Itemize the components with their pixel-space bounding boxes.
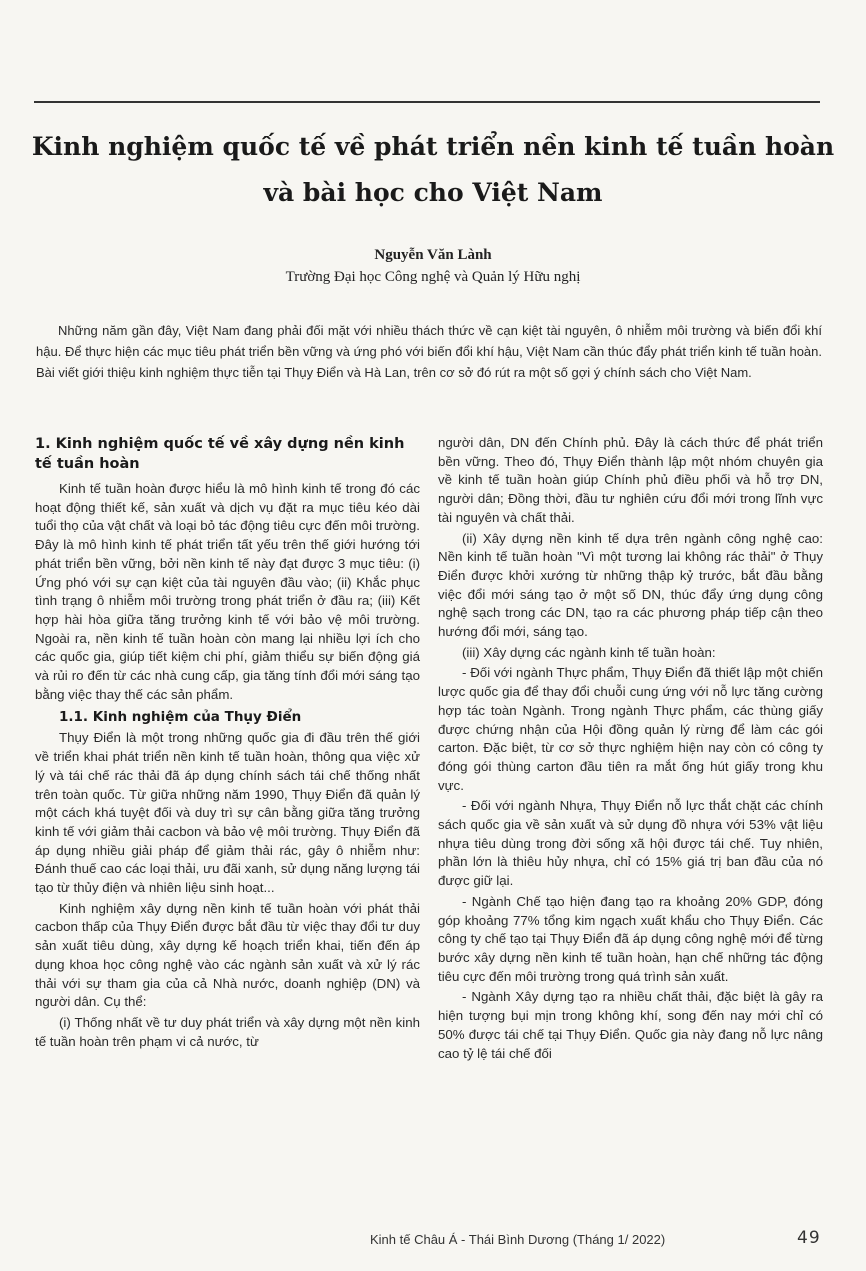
left-column <box>35 434 420 1053</box>
paragraph: - Ngành Xây dựng tạo ra nhiều chất thải, đặc biệt là gây ra hiện tượng bụi mịn trong không khí, song đến nay mới chỉ có 50% được tái chế tại Thụy Điển. Quốc gia này đang nỗ lực nâng cao tỷ lệ tái chế đối <box>438 989 823 1061</box>
author-name: Nguyễn Văn Lành <box>374 247 492 263</box>
section-heading: 1. Kinh nghiệm quốc tế về xây dựng nền kinh tế tuần hoàn <box>35 436 405 472</box>
paragraph: người dân, DN đến Chính phủ. Đây là cách thức để phát triển bền vững. Theo đó, Thụy Điển thành lập một nhóm chuyên gia về kinh tế tuần hoàn giúp Chính phủ điều phối và hỗ trợ DN, người dân; Đồng thời, đầu tư nghiên cứu đổi mới trong lĩnh vực tài nguyên và chất thải. <box>438 435 823 525</box>
footer-journal: Kinh tế Châu Á - Thái Bình Dương (Tháng 1/ 2022) <box>370 1232 666 1247</box>
author-affiliation: Trường Đại học Công nghệ và Quản lý Hữu nghị <box>285 269 581 285</box>
paragraph: (i) Thống nhất về tư duy phát triển và xây dựng một nền kinh tế tuần hoàn trên phạm vi cả nước, từ <box>35 1014 420 1049</box>
title-line-1: Kinh nghiệm quốc tế về phát triển nền kinh tế tuần hoàn <box>31 132 835 161</box>
paragraph: - Đối với ngành Nhựa, Thụy Điển nỗ lực thắt chặt các chính sách quốc gia về sản xuất và sử dụng đồ nhựa với 53% vật liệu nhựa tiêu dùng trong đời sống xã hội được tái chế. Tuy nhiên, phần lớn là thiêu hủy nhựa, chỉ có 15% giá trị ban đầu của nó được giữ lại. <box>438 798 823 889</box>
paragraph: Thụy Điển là một trong những quốc gia đi đầu trên thế giới về triển khai phát triển nền kinh tế tuần hoàn, thông qua việc xử lý và tái chế rác thải đã áp dụng chính sách tái chế thống nhất trên toàn quốc. Từ giữa những năm 1990, Thụy Điển đã quản lý một cách khá tuyệt đối và duy trì sự cân bằng giữa tăng trưởng kinh tế với giảm thải cacbon và bảo vệ môi trường. Thụy Điển đã áp dụng nhiều giải pháp để giảm thải rác, gây ô nhiễm như: Đánh thuế cao các loại thải, ưu đãi xanh, sử dụng năng lượng tái tạo từ thủy điện và nhiên liệu sinh hoạt... <box>35 730 420 896</box>
paragraph: Kinh tế tuần hoàn được hiểu là mô hình kinh tế trong đó các hoạt động thiết kế, sản xuất và dịch vụ đặt ra mục tiêu kéo dài tuổi thọ của vật chất và loại bỏ tác động tiêu cực đến môi trường. Đây là mô hình kinh tế phát triển tất yếu trên thế giới hướng tới phát triển bền vững, bởi nền kinh tế này đạt được 3 mục tiêu: (i) Ứng phó với sự cạn kiệt của tài nguyên đầu vào; (ii) Khắc phục tình trạng ô nhiễm môi trường trong phát triển ở đầu ra; (iii) Kết hợp hài hòa giữa tăng trưởng kinh tế với bảo vệ môi trường. Ngoài ra, nền kinh tế tuần hoàn còn mang lại nhiều lợi ích cho các quốc gia, giúp tiết kiệm chi phí, giảm thiểu sự biến động giá và rủi ro đến từ các nhà cung cấp, gia tăng tính đổi mới sáng tạo bằng việc thay thế các sản phẩm. <box>35 481 420 702</box>
title-line-2: và bài học cho Việt Nam <box>263 178 603 207</box>
page-number: 49 <box>797 1228 821 1248</box>
article-title <box>20 124 846 216</box>
top-rule <box>34 101 820 103</box>
abstract: Những năm gần đây, Việt Nam đang phải đối mặt với nhiều thách thức về cạn kiệt tài nguyên, ô nhiễm môi trường và biến đổi khí hậu. Để thực hiện các mục tiêu phát triển bền vững và ứng phó với biến đổi khí hậu, Việt Nam cần thúc đẩy phát triển kinh tế tuần hoàn. Bài viết giới thiệu kinh nghiệm thực tiễn tại Thụy Điển và Hà Lan, trên cơ sở đó rút ra một số gợi ý chính sách cho Việt Nam. <box>36 323 822 380</box>
paragraph: Kinh nghiệm xây dựng nền kinh tế tuần hoàn với phát thải cacbon thấp của Thụy Điển được bắt đầu từ việc thay đổi tư duy sản xuất tiêu dùng, xây dựng kế hoạch triển khai, tiến đến áp dụng khoa học công nghệ vào các ngành sản xuất và xử lý rác thải với sự tham gia của cả Nhà nước, doanh nghiệp (DN) và người dân. Cụ thể: <box>35 900 420 1010</box>
paragraph: - Đối với ngành Thực phẩm, Thụy Điển đã thiết lập một chiến lược quốc gia để thay đổi chuỗi cung ứng với nỗ lực tăng cường hợp tác toàn Ngành. Trong ngành Thực phẩm, các thùng giấy được chứng nhận của Hội đồng quản lý rừng để làm các gói carton. Đặc biệt, từ cơ sở thực nghiệm hiện nay còn có công ty đóng gói thùng carton đầu tiên ra mắt ống hút giấy trong khu vực. <box>438 665 823 793</box>
paragraph: (iii) Xây dựng các ngành kinh tế tuần hoàn: <box>462 644 716 660</box>
paragraph: - Ngành Chế tạo hiện đang tạo ra khoảng 20% GDP, đóng góp khoảng 77% tổng kim ngạch xuất khẩu cho Thụy Điển. Các công ty chế tạo tại Thụy Điển đã áp dụng công nghệ mới để từng bước xây dựng nền kinh tế tuần hoàn, hạn chế những tác động tiêu cực đến môi trường trong quá trình sản xuất. <box>438 893 823 984</box>
paragraph: (ii) Xây dựng nền kinh tế dựa trên ngành công nghệ cao: Nền kinh tế tuần hoàn "Vì một tương lai không rác thải" ở Thụy Điển được khởi xướng từ những thập kỷ trước, bắt đầu bằng việc đổi mới sáng tạo ở một số DN, thúc đẩy ứng dụng công nghệ sạch trong các DN, tạo ra các phương pháp tiếp cận theo hướng đổi mới, sáng tạo. <box>438 530 823 640</box>
right-column <box>438 434 823 1065</box>
subsection-heading: 1.1. Kinh nghiệm của Thụy Điển <box>59 709 302 726</box>
